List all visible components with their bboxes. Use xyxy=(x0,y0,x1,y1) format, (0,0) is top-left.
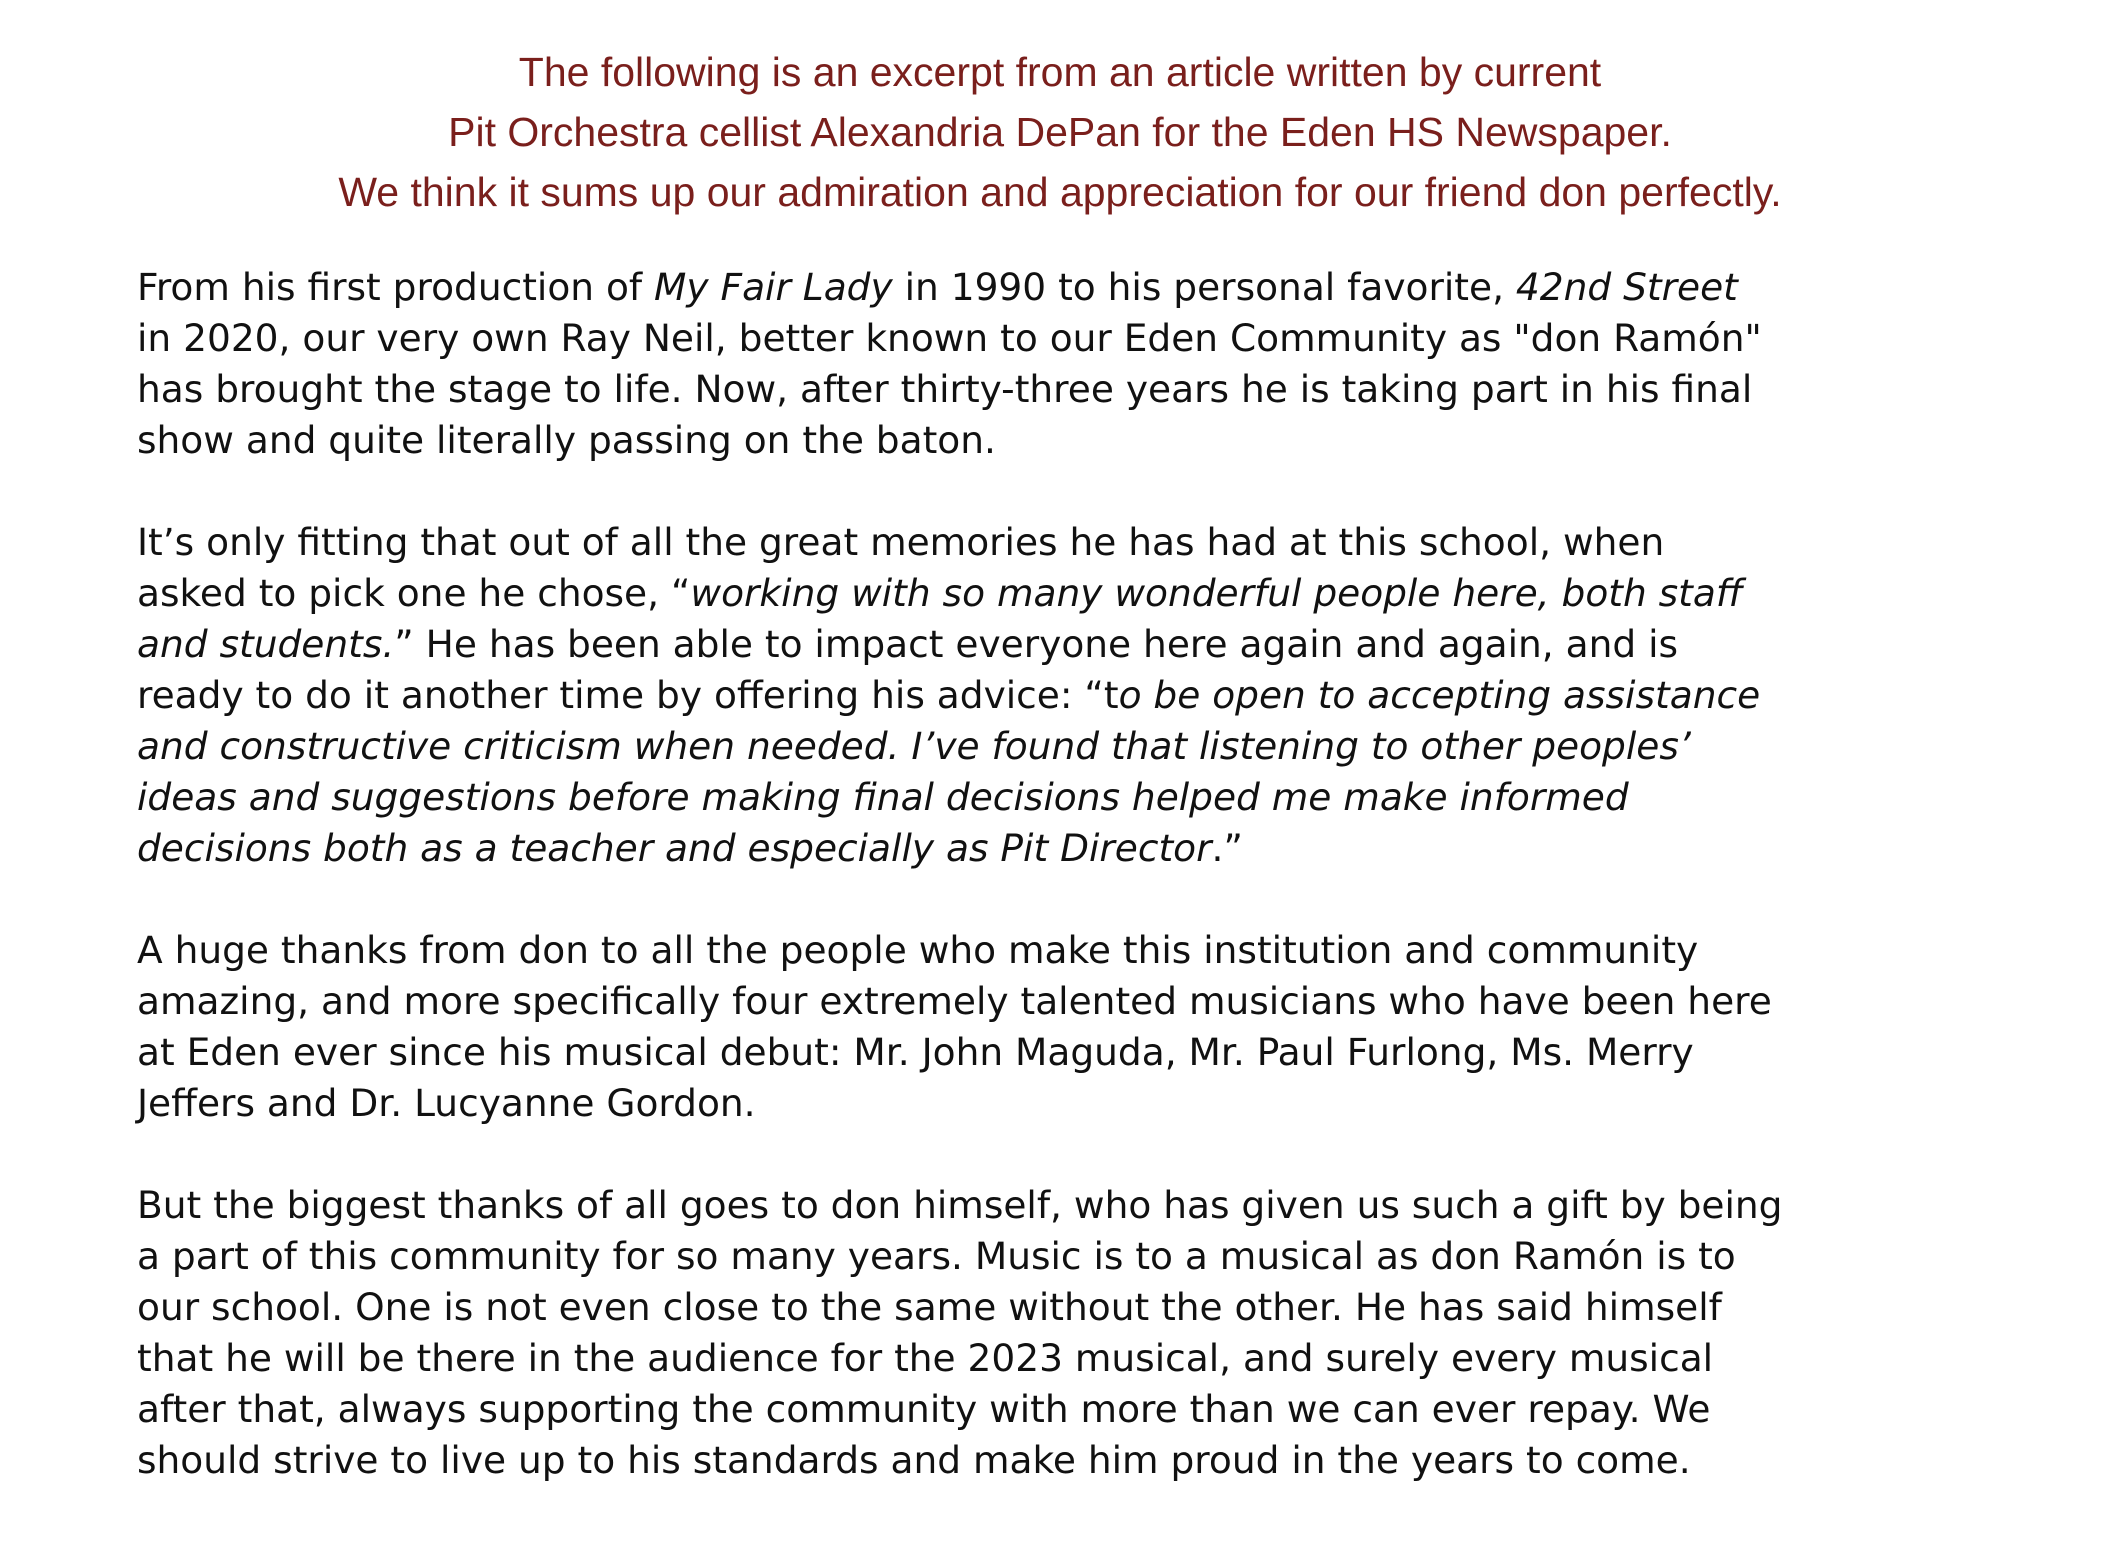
show-title: My Fair Lady xyxy=(654,265,893,309)
text-line: after that, always supporting the community with more than we can ever repay. We xyxy=(137,1387,1711,1431)
text-line: show and quite literally passing on the baton. xyxy=(137,418,996,462)
paragraph-3 xyxy=(137,925,2037,1129)
text-line: our school. One is not even close to the same without the other. He has said himself xyxy=(137,1285,1722,1329)
text-line xyxy=(137,823,2037,874)
text-line xyxy=(137,262,2037,313)
text-line: amazing, and more specifically four extremely talented musicians who have been here xyxy=(137,979,1772,1023)
show-title: 42nd Street xyxy=(1515,265,1738,309)
text-run: in 1990 to his personal favorite, xyxy=(892,265,1516,309)
paragraph-4 xyxy=(137,1180,2037,1486)
text-run: ” He has been able to impact everyone here again and again, and is xyxy=(394,622,1679,666)
intro-line: We think it sums up our admiration and appreciation for our friend don perfectly. xyxy=(338,169,1782,215)
text-run: ready to do it another time by offering his advice: “t xyxy=(137,673,1119,717)
text-line: that he will be there in the audience for the 2023 musical, and surely every musical xyxy=(137,1336,1714,1380)
text-line: in 2020, our very own Ray Neil, better known to our Eden Community as "don Ramón" xyxy=(137,316,1762,360)
text-line xyxy=(137,772,2037,823)
text-run: asked to pick one he chose, “ xyxy=(137,571,691,615)
text-line xyxy=(137,721,2037,772)
text-line: A huge thanks from don to all the people who make this institution and community xyxy=(137,928,1699,972)
text-line: should strive to live up to his standards and make him proud in the years to come. xyxy=(137,1438,1691,1482)
quote-text: o be open to accepting assistance xyxy=(1118,673,1761,717)
quote-text: working with so many wonderful people here, both staff xyxy=(690,571,1743,615)
text-line: at Eden ever since his musical debut: Mr. John Maguda, Mr. Paul Furlong, Ms. Merry xyxy=(137,1030,1694,1074)
quote-text: and students. xyxy=(137,622,395,666)
intro-line: Pit Orchestra cellist Alexandria DePan for the Eden HS Newspaper. xyxy=(448,109,1672,155)
paragraph-1 xyxy=(137,262,2037,466)
text-run: .” xyxy=(1211,826,1243,870)
intro-line: The following is an excerpt from an article written by current xyxy=(518,49,1602,95)
text-line xyxy=(137,670,2037,721)
paragraph-2 xyxy=(137,517,2037,874)
text-line xyxy=(137,568,2037,619)
text-line: It’s only fitting that out of all the great memories he has had at this school, when xyxy=(137,520,1665,564)
text-line: Jeffers and Dr. Lucyanne Gordon. xyxy=(137,1081,756,1125)
intro-note xyxy=(0,42,2120,222)
text-line: But the biggest thanks of all goes to don himself, who has given us such a gift by being xyxy=(137,1183,1783,1227)
quote-text: ideas and suggestions before making final decisions helped me make informed xyxy=(137,775,1629,819)
quote-text: and constructive criticism when needed. I’ve found that listening to other peoples’ xyxy=(137,724,1691,768)
text-run: From his first production of xyxy=(137,265,655,309)
text-line: has brought the stage to life. Now, after thirty-three years he is taking part in his final xyxy=(137,367,1753,411)
article-body xyxy=(137,262,2037,1537)
text-line xyxy=(137,619,2037,670)
quote-text: decisions both as a teacher and especially as Pit Director xyxy=(137,826,1212,870)
text-line: a part of this community for so many years. Music is to a musical as don Ramón is to xyxy=(137,1234,1736,1278)
